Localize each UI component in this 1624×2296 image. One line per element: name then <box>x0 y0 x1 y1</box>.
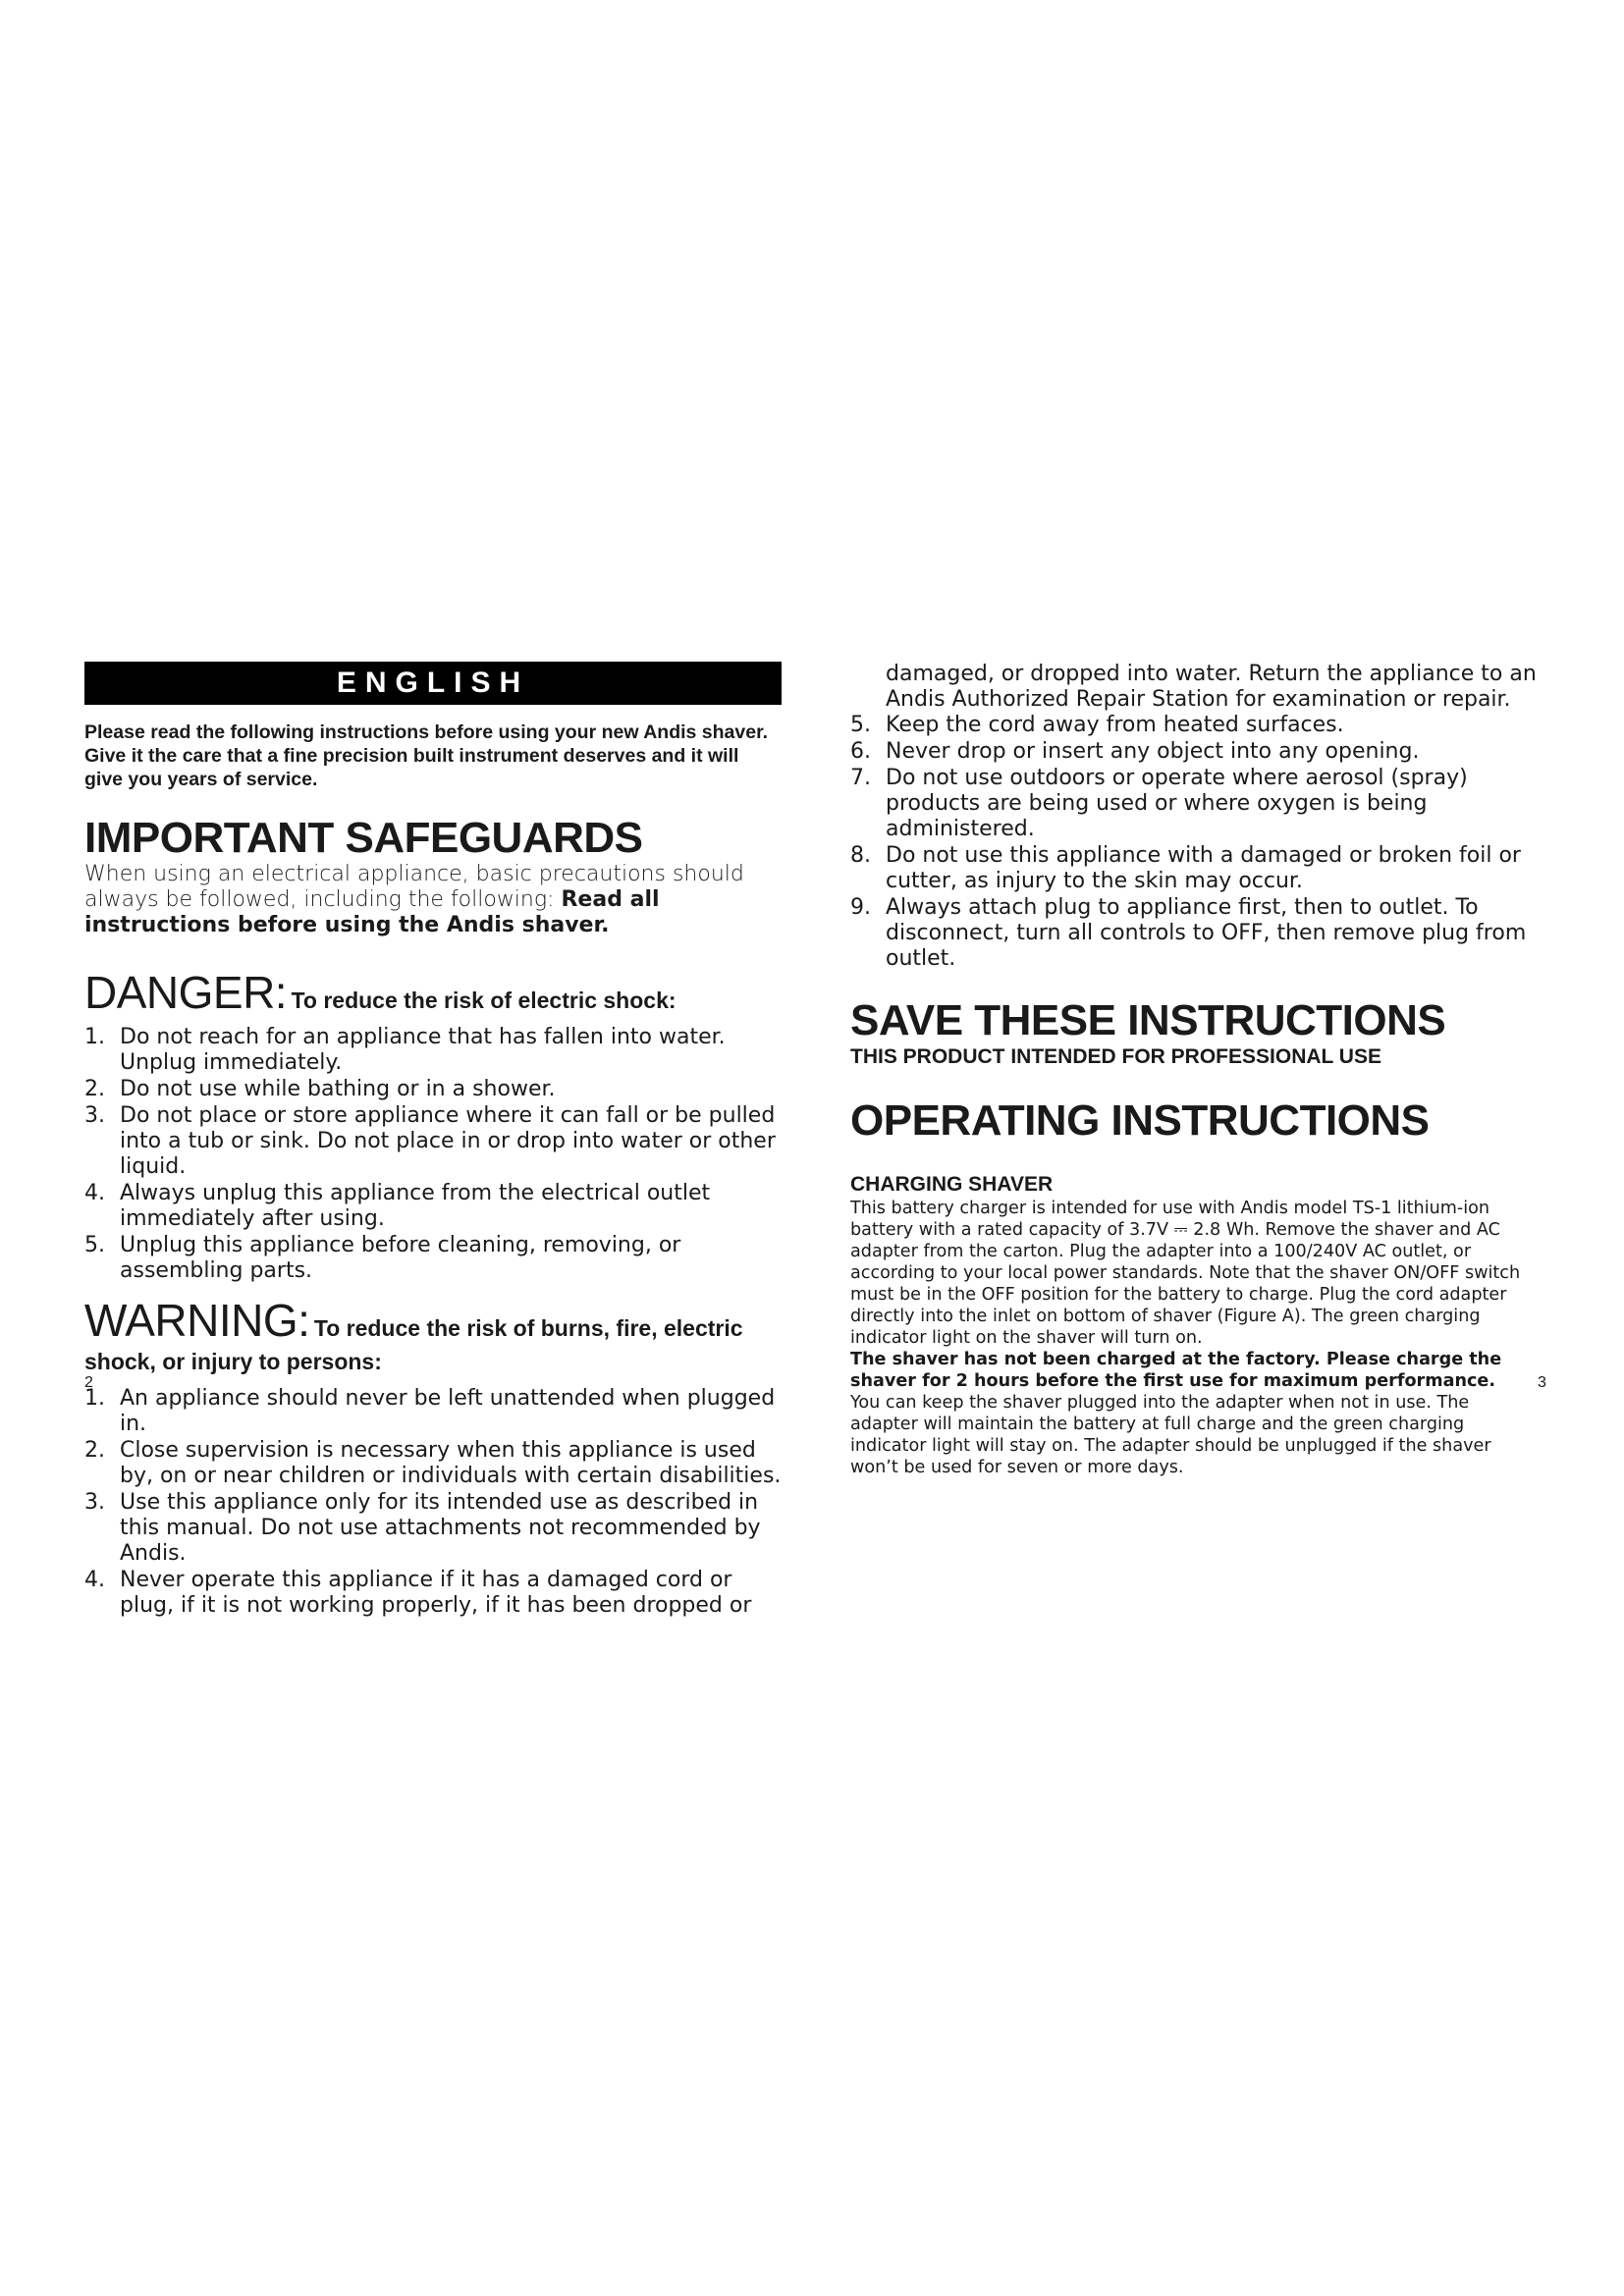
charging-bold-note: The shaver has not been charged at the factory. Please charge the shaver for 2 hours before the first use for maximum performance. <box>850 1350 1502 1391</box>
danger-word: DANGER: <box>84 967 288 1018</box>
list-item <box>84 1568 782 1619</box>
list-item-number: 4. <box>84 1568 105 1592</box>
safeguards-paragraph <box>84 862 782 938</box>
charging-paragraph-2: You can keep the shaver plugged into the adapter when not in use. The adapter will maintain the battery at full charge and the green charging indicator light will stay on. The adapter should be unplugged if the shaver won’t be used for seven or more days. <box>850 1393 1491 1477</box>
save-instructions-heading: SAVE THESE INSTRUCTIONS <box>850 996 1446 1044</box>
list-item-text: Do not reach for an appliance that has fallen into water. Unplug immediately. <box>120 1025 726 1075</box>
list-item-number: 3. <box>84 1103 105 1128</box>
list-item <box>84 1490 782 1567</box>
list-item-text: Close supervision is necessary when this appliance is used by, on or near children or individuals with certain disabilities. <box>120 1438 782 1488</box>
list-item-text: Never operate this appliance if it has a damaged cord or plug, if it is not working properly, if it has been dropped or <box>120 1568 752 1618</box>
list-item-text: Do not use while bathing or in a shower. <box>120 1077 556 1101</box>
list-item-text: Do not place or store appliance where it can fall or be pulled into a tub or sink. Do not place in or drop into water or other liquid. <box>120 1103 776 1179</box>
list-item-number: 5. <box>84 1233 105 1257</box>
list-item-text: Keep the cord away from heated surfaces. <box>886 713 1344 737</box>
danger-subheading: To reduce the risk of electric shock: <box>291 988 677 1013</box>
warning-heading <box>84 1295 782 1380</box>
list-item <box>84 1025 782 1076</box>
list-item <box>84 1386 782 1437</box>
list-item-number: 7. <box>850 766 871 790</box>
warning-subheading: To reduce the risk of burns, fire, electric shock, or injury to persons: <box>84 1315 743 1374</box>
page-number-right: 3 <box>1538 1374 1546 1391</box>
list-item-text: Use this appliance only for its intended use as described in this manual. Do not use attachments not recommended by Andis. <box>120 1490 761 1566</box>
list-item <box>84 1077 782 1102</box>
charging-shaver-heading: CHARGING SHAVER <box>850 1173 1054 1196</box>
professional-use-note: THIS PRODUCT INTENDED FOR PROFESSIONAL USE <box>850 1045 1381 1068</box>
list-item-text: Always unplug this appliance from the electrical outlet immediately after using. <box>120 1181 711 1231</box>
operating-instructions-heading: OPERATING INSTRUCTIONS <box>850 1096 1430 1145</box>
warning-word: WARNING: <box>84 1295 310 1346</box>
danger-list <box>84 1025 782 1284</box>
charging-paragraph: This battery charger is intended for use with Andis model TS-1 lithium-ion battery with a rated capacity of 3.7V ⎓ 2.8 Wh. Remove the shaver and AC adapter from the carton. Plug the adapter into a 100/240V AC outlet, or according to your local power standards. Note that the shaver ON/OFF switch must be in the OFF position for the battery to charge. Plug the cord adapter directly into the inlet on bottom of shaver (Figure A). The green charging indicator light on the shaver will turn on. <box>850 1199 1521 1348</box>
list-item-number: 5. <box>850 713 871 737</box>
list-item-text: An appliance should never be left unattended when plugged in. <box>120 1386 776 1436</box>
list-item-text: Unplug this appliance before cleaning, removing, or assembling parts. <box>120 1233 681 1283</box>
warning-list <box>84 1386 782 1619</box>
list-item-number: 1. <box>84 1025 105 1049</box>
danger-heading <box>84 966 782 1019</box>
list-item-number: 6. <box>850 739 871 764</box>
list-item-number: 9. <box>850 895 871 920</box>
list-item <box>84 1438 782 1489</box>
list-item <box>84 1103 782 1180</box>
list-item-number: 4. <box>84 1181 105 1205</box>
list-item-text: Do not use this appliance with a damaged or broken foil or cutter, as injury to the skin may occur. <box>886 843 1521 893</box>
left-page-column <box>84 662 782 1620</box>
continued-item-text: damaged, or dropped into water. Return the appliance to an Andis Authorized Repair Station for examination or repair. <box>886 662 1537 712</box>
intro-paragraph: Please read the following instructions before using your new Andis shaver. Give it the care that a fine precision built instrument deserves and it will give you years of service. <box>84 721 769 790</box>
list-item <box>850 843 1538 894</box>
list-item-text: Never drop or insert any object into any opening. <box>886 739 1420 764</box>
safeguards-text: When using an electrical appliance, basic precautions should always be followed, including the following: <box>84 862 744 912</box>
list-item <box>850 766 1538 842</box>
list-item <box>84 1233 782 1284</box>
page-number-left: 2 <box>84 1374 93 1391</box>
list-item <box>850 713 1538 738</box>
list-item-number: 1. <box>84 1386 105 1411</box>
list-item <box>850 739 1538 765</box>
list-item-number: 2. <box>84 1077 105 1101</box>
list-item-number: 8. <box>850 843 871 868</box>
list-item-number: 3. <box>84 1490 105 1515</box>
important-safeguards-heading: IMPORTANT SAFEGUARDS <box>84 814 643 862</box>
list-item <box>84 1181 782 1232</box>
safeguards-bold-text: Read all instructions before using the Andis shaver. <box>84 887 660 937</box>
safeguards-list-continued <box>850 713 1538 972</box>
list-item-number: 2. <box>84 1438 105 1463</box>
list-item-text: Always attach plug to appliance first, then to outlet. To disconnect, turn all controls to OFF, then remove plug from outlet. <box>886 895 1527 971</box>
list-item <box>850 895 1538 972</box>
language-header-bar <box>84 662 782 705</box>
language-label: ENGLISH <box>336 667 530 699</box>
list-item-text: Do not use outdoors or operate where aerosol (spray) products are being used or where oxygen is being administered. <box>886 766 1468 841</box>
right-page-column <box>850 662 1538 1478</box>
